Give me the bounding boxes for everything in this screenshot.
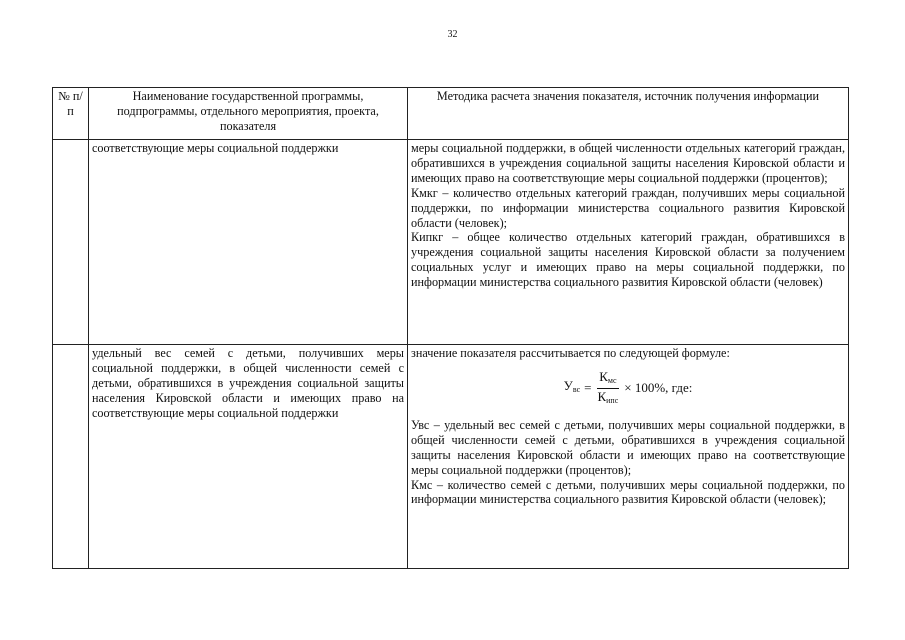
method-paragraph: Кмкг – количество отдельных категорий граждан, получивших меры социальной поддержки, по информации министерства социального развития Кировской области (человек); — [411, 185, 845, 230]
method-paragraph: Кмс – количество семей с детьми, получивших меры социальной поддержки, по информации министерства социального развития Кировской области (человек); — [411, 477, 845, 507]
row-name: удельный вес семей с детьми, получивших меры социальной поддержки, в общей численности семей с детьми, обратившихся в учреждения социальной защиты населения Кировской области и имеющих право на соответствующие меры социальной поддержки — [89, 345, 408, 569]
formula-tail: × 100%, где: — [624, 379, 693, 395]
formula-fraction: $\frac{К_{мс}}{К_{ипс}}$ — [597, 368, 619, 405]
header-method: Методика расчета значения показателя, источник получения информации — [408, 88, 849, 140]
header-name: Наименование государственной программы, подпрограммы, отдельного мероприятия, проекта, показателя — [89, 88, 408, 140]
row-method — [408, 345, 849, 569]
method-intro: значение показателя рассчитывается по следующей формуле: — [411, 346, 730, 360]
table-row — [53, 140, 849, 345]
page-number: 32 — [447, 29, 458, 40]
header-num: № п/п — [53, 88, 89, 140]
row-name: соответствующие меры социальной поддержки — [89, 140, 408, 345]
indicator-table — [52, 87, 849, 569]
formula-eq: = — [584, 379, 592, 395]
table-header-row — [53, 88, 849, 140]
row-num — [53, 345, 89, 569]
row-method — [408, 140, 849, 345]
formula — [411, 369, 845, 408]
table-row — [53, 345, 849, 569]
formula-lhs: $У_{вс}$ — [563, 377, 581, 394]
row-num — [53, 140, 89, 345]
method-paragraph: Увс – удельный вес семей с детьми, получивших меры социальной поддержки, в общей численности семей с детьми, обратившихся в учреждения социальной защиты населения Кировской области и имеющих право на соответствующие меры социальной поддержки (процентов); — [411, 417, 845, 477]
method-paragraph: Кипкг – общее количество отдельных категорий граждан, обратившихся в учреждения социальной защиты населения Кировской области за получением социальных услуг и имеющих право на меры социальной поддержки, по информации министерства социального развития Кировской области (человек) — [411, 230, 845, 290]
method-paragraph: меры социальной поддержки, в общей численности отдельных категорий граждан, обратившихся в учреждения социальной защиты населения Кировской области и имеющих право на соответствующие меры социальной поддержки (процентов); — [411, 141, 845, 185]
